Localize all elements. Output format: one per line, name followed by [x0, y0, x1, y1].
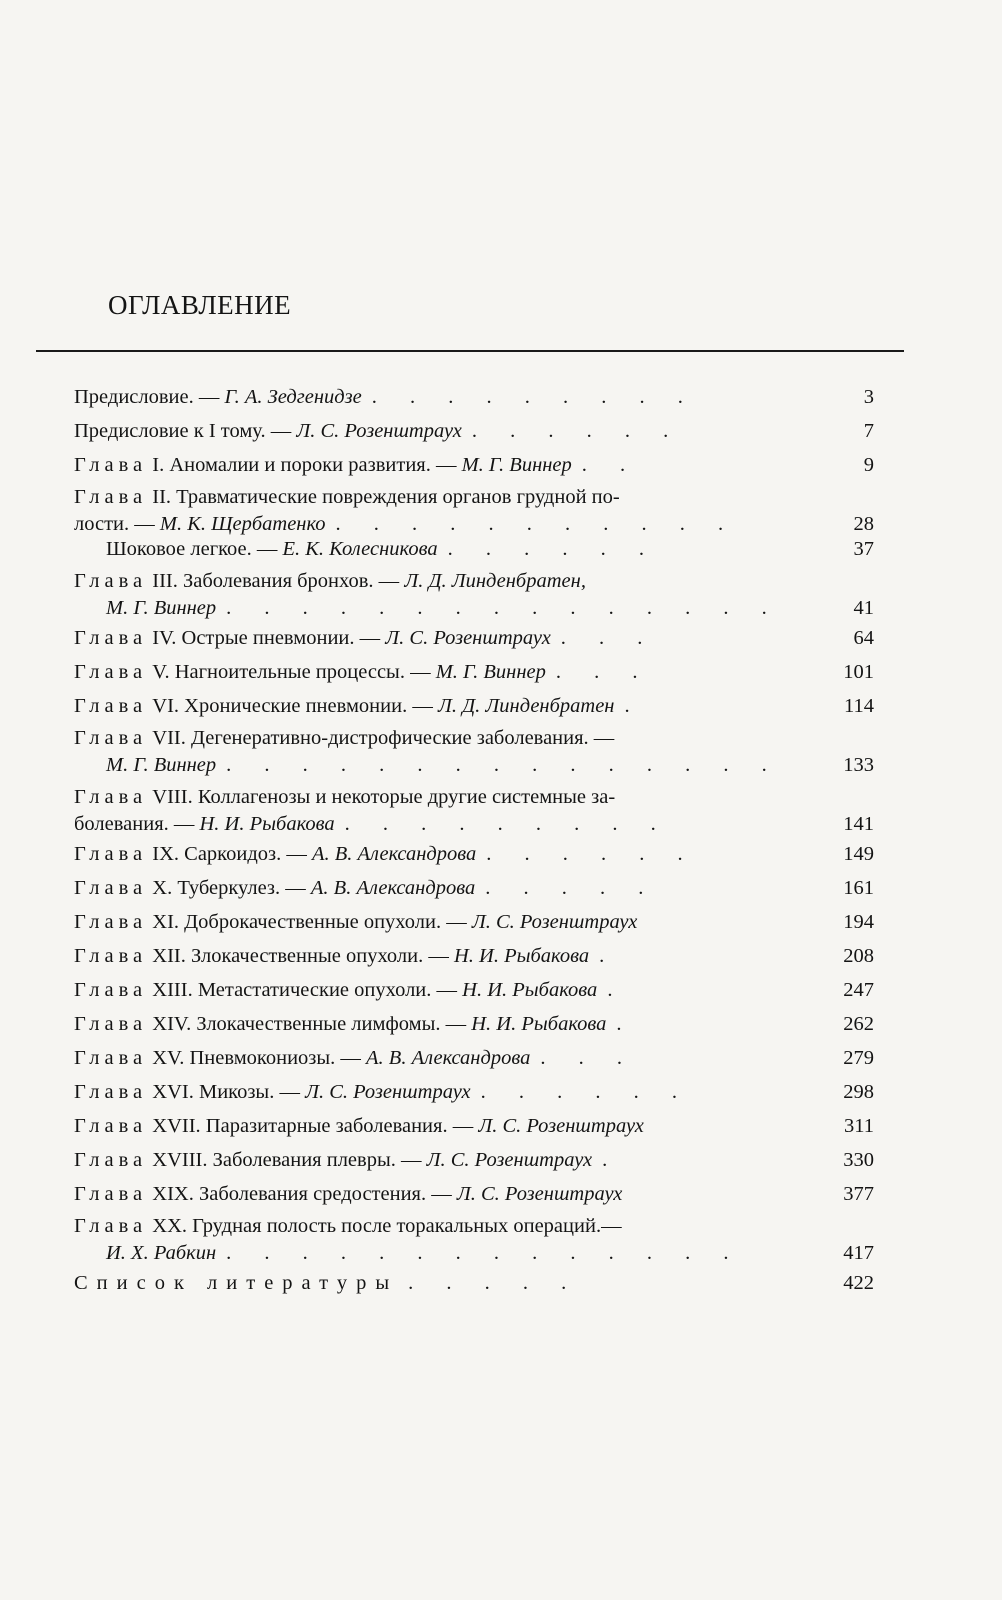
entry-title-continued: лости. —	[74, 513, 160, 535]
toc-entry	[74, 871, 874, 905]
page-number: 417	[843, 1242, 874, 1264]
page-number: 311	[844, 1115, 874, 1137]
entry-author: Е. К. Колесникова	[282, 538, 438, 560]
leader-dots: . . . . . .	[471, 420, 683, 442]
page-number: 149	[843, 843, 874, 865]
page-number: 64	[853, 627, 874, 649]
leader-dots	[644, 1115, 654, 1137]
toc-entry	[74, 1007, 874, 1041]
toc-entry	[74, 689, 874, 723]
chapter-prefix: Глава	[74, 661, 148, 683]
leader-dots: .	[624, 695, 644, 717]
leader-dots: . . . . . . . . . . . . . . .	[226, 597, 781, 619]
toc-entry	[74, 414, 874, 448]
toc-entry	[74, 782, 874, 837]
entry-author: Л. С. Розенштраух	[471, 911, 638, 933]
leader-dots: . . . . . .	[447, 538, 658, 560]
toc-entry	[74, 905, 874, 939]
entry-author: Л. Д. Линденбратен	[437, 695, 615, 717]
toc-entry	[74, 566, 874, 621]
chapter-prefix: Глава	[74, 1047, 148, 1069]
page-title: ОГЛАВЛЕНИЕ	[108, 290, 292, 320]
page-number: 208	[843, 945, 874, 967]
entry-author: М. Г. Виннер	[435, 661, 546, 683]
entry-author: Н. И. Рыбакова	[462, 979, 598, 1001]
entry-author: А. В. Александрова	[366, 1047, 531, 1069]
leader-dots: . . . . . . . . . . . . . .	[226, 1242, 743, 1264]
chapter-prefix: Глава	[74, 1149, 148, 1171]
chapter-prefix: Глава	[74, 1183, 148, 1205]
leader-dots: . .	[581, 454, 640, 476]
leader-dots: . . . . . . . . .	[371, 386, 697, 408]
leader-dots	[637, 911, 647, 933]
entry-author: М. К. Щербатенко	[159, 513, 326, 535]
page-number: 247	[843, 979, 874, 1001]
page-number: 3	[863, 386, 874, 408]
chapter-prefix: Глава	[74, 911, 148, 933]
entry-title: XI. Доброкачественные опухоли. —	[147, 911, 472, 933]
entry-author: Н. И. Рыбакова	[471, 1013, 607, 1035]
entry-title: XX. Грудная полость после торакальных операций.—	[147, 1215, 622, 1237]
page-number: 330	[843, 1149, 874, 1171]
entry-title: XIII. Метастатические опухоли. —	[147, 979, 463, 1001]
toc-entry	[74, 723, 874, 778]
entry-title: XVIII. Заболевания плевры. —	[147, 1149, 427, 1171]
entry-title-continued: болевания. —	[74, 813, 200, 835]
entry-author: Л. С. Розенштраух	[385, 627, 551, 649]
chapter-prefix: Глава	[74, 1215, 148, 1237]
page-number: 28	[853, 513, 874, 535]
entry-author: М. Г. Виннер	[106, 754, 217, 776]
toc-entry	[74, 380, 874, 414]
toc-entry	[74, 655, 874, 689]
leader-dots: . . . . . . . . .	[344, 813, 670, 835]
entry-title: XV. Пневмокониозы. —	[147, 1047, 367, 1069]
entry-title: V. Нагноительные процессы. —	[147, 661, 436, 683]
leader-dots: . . . . . . . . . . .	[335, 513, 738, 535]
toc-entry	[74, 448, 874, 482]
leader-dots: .	[602, 1149, 622, 1171]
entry-title: VII. Дегенеративно-дистрофические заболевания. —	[147, 727, 615, 749]
page-number: 41	[853, 597, 874, 619]
chapter-prefix: Глава	[74, 1013, 148, 1035]
entry-title: XVI. Микозы. —	[147, 1081, 306, 1103]
entry-author: А. В. Александрова	[310, 877, 476, 899]
leader-dots: . . .	[540, 1047, 636, 1069]
entry-author: М. Г. Виннер	[461, 454, 572, 476]
leader-dots: . . . . . .	[480, 1081, 691, 1103]
entry-author: Г. А. Зедгенидзе	[224, 386, 362, 408]
toc-subentry	[74, 537, 874, 562]
entry-title: Шоковое легкое. —	[106, 538, 283, 560]
entry-author: Н. И. Рыбакова	[199, 813, 335, 835]
chapter-prefix: Глава	[74, 727, 148, 749]
chapter-prefix: Глава	[74, 843, 148, 865]
chapter-prefix: Глава	[74, 570, 148, 592]
chapter-prefix: Глава	[74, 695, 148, 717]
entry-author: Н. И. Рыбакова	[453, 945, 590, 967]
page-number: 37	[853, 538, 874, 560]
chapter-prefix: Глава	[74, 1081, 148, 1103]
entry-author: Л. С. Розенштраух	[456, 1183, 623, 1205]
toc-entry	[74, 1041, 874, 1075]
table-of-contents	[74, 380, 874, 1300]
leader-dots: . . . . .	[485, 877, 658, 899]
chapter-prefix: Глава	[74, 454, 148, 476]
page-number: 279	[843, 1047, 874, 1069]
page-number: 101	[843, 661, 874, 683]
entry-author: Л. Д. Линденбратен,	[404, 570, 586, 592]
leader-dots: .	[616, 1013, 636, 1035]
toc-entry	[74, 939, 874, 973]
entry-title: XII. Злокачественные опухоли. —	[147, 945, 454, 967]
chapter-prefix: Глава	[74, 945, 148, 967]
toc-entry	[74, 1075, 874, 1109]
entry-author: А. В. Александрова	[311, 843, 477, 865]
page-number: 298	[843, 1081, 874, 1103]
toc-entry	[74, 1211, 874, 1266]
chapter-prefix: Глава	[74, 979, 148, 1001]
toc-entry	[74, 973, 874, 1007]
entry-title: IX. Саркоидоз. —	[147, 843, 312, 865]
leader-dots: . . .	[560, 627, 657, 649]
page-number: 7	[863, 420, 874, 442]
page-number: 9	[863, 454, 874, 476]
entry-author: Л. С. Розенштраух	[305, 1081, 471, 1103]
page-number: 262	[843, 1013, 874, 1035]
entry-title: VI. Хронические пневмонии. —	[147, 695, 438, 717]
chapter-prefix: Глава	[74, 486, 148, 508]
entry-title: Предисловие к I тому. —	[74, 420, 297, 442]
leader-dots: .	[599, 945, 619, 967]
toc-entry	[74, 837, 874, 871]
page-number: 161	[843, 877, 874, 899]
toc-entry	[74, 1143, 874, 1177]
toc-entry	[74, 621, 874, 655]
page-number: 141	[843, 813, 874, 835]
entry-author: Л. С. Розенштраух	[478, 1115, 644, 1137]
page-number: 377	[843, 1183, 874, 1205]
entry-title: II. Травматические повреждения органов грудной по-	[147, 486, 620, 508]
entry-title: III. Заболевания бронхов. —	[147, 570, 405, 592]
entry-author: И. Х. Рабкин	[106, 1242, 217, 1264]
leader-dots: .	[607, 979, 627, 1001]
page-number: 114	[844, 695, 874, 717]
entry-title: IV. Острые пневмонии. —	[147, 627, 386, 649]
entry-author: Л. С. Розенштраух	[426, 1149, 593, 1171]
bibliography-label: Список литературы	[74, 1272, 399, 1294]
page-number: 194	[843, 911, 874, 933]
leader-dots: . . . . .	[408, 1272, 581, 1294]
leader-dots	[622, 1183, 632, 1205]
chapter-prefix: Глава	[74, 786, 148, 808]
title-divider	[36, 350, 904, 352]
toc-entry	[74, 1266, 874, 1300]
entry-title: XIX. Заболевания средостения. —	[147, 1183, 457, 1205]
entry-author: Л. С. Розенштраух	[296, 420, 462, 442]
toc-entry	[74, 1177, 874, 1211]
entry-title: I. Аномалии и пороки развития. —	[147, 454, 462, 476]
chapter-prefix: Глава	[74, 627, 148, 649]
toc-entry	[74, 1109, 874, 1143]
entry-title: XVII. Паразитарные заболевания. —	[147, 1115, 479, 1137]
page-number: 422	[843, 1272, 874, 1294]
chapter-prefix: Глава	[74, 1115, 148, 1137]
entry-title: XIV. Злокачественные лимфомы. —	[147, 1013, 472, 1035]
chapter-prefix: Глава	[74, 877, 148, 899]
entry-title: X. Туберкулез. —	[147, 877, 311, 899]
toc-entry	[74, 482, 874, 537]
page-number: 133	[843, 754, 874, 776]
leader-dots: . . .	[555, 661, 652, 683]
entry-author-continued: М. Г. Виннер	[106, 597, 217, 619]
leader-dots: . . . . . .	[486, 843, 697, 865]
leader-dots: . . . . . . . . . . . . . . .	[226, 754, 781, 776]
entry-title: VIII. Коллагенозы и некоторые другие системные за-	[147, 786, 616, 808]
entry-title: Предисловие. —	[74, 386, 225, 408]
